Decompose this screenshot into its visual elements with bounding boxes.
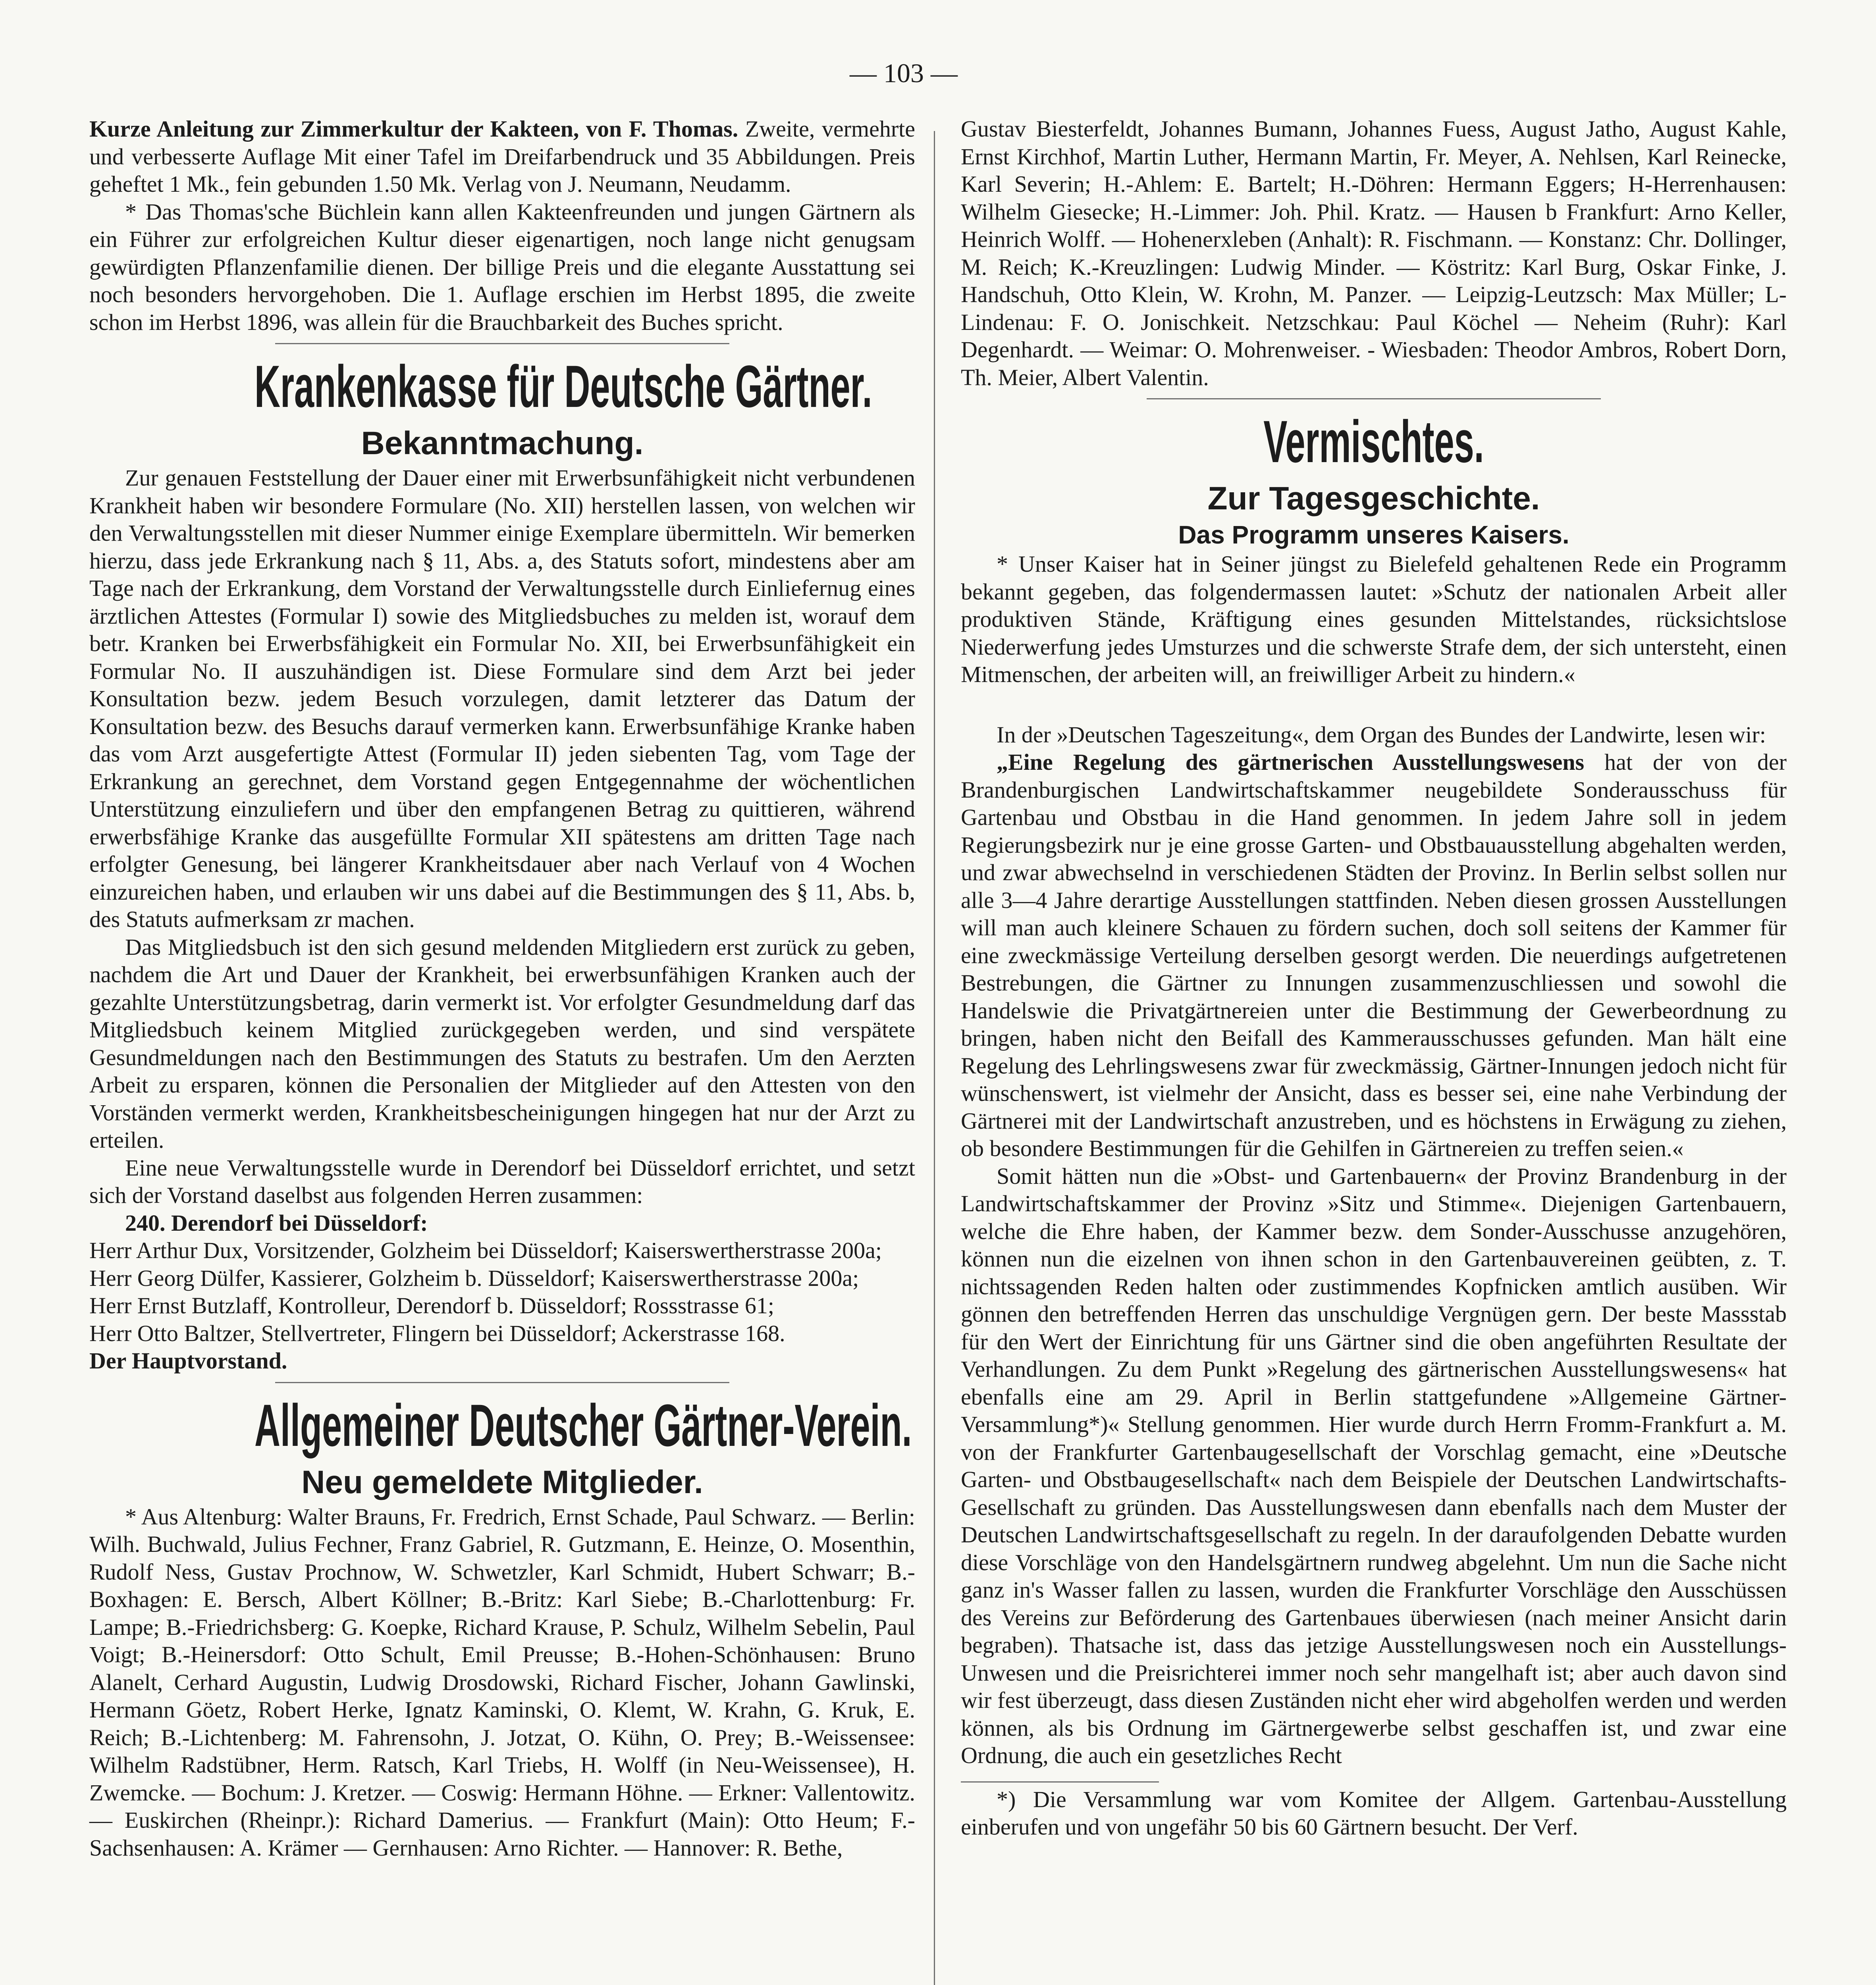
spacer (961, 688, 1787, 721)
krankenkasse-paragraph-2: Das Mitgliedsbuch ist den sich gesund meldenden Mitgliedern erst zurück zu geben, nachdem die Art und Dauer der Krankheit, bei erwerbsunfähigen Kranken auch der gezahlte Unterstützungsbetrag, darin vermerkt ist. Vor erfolgter Gesundmeldung darf das Mitgliedsbuch keinem Mitglied zurückgegeben werden, und sind verspätete Gesundmeldungen nach den Bestimmungen des Statuts zu bestrafen. Um den Aerzten Arbeit zu ersparen, können die Personalien der Mitglieder auf den Attesten von den Vorständen vermerkt werden, Krankheitsbescheinigungen hingegen hat nur der Arzt zu erteilen. (89, 934, 915, 1153)
book-info: Zweite, vermehrte und verbesserte Auflage Mit einer Tafel im Dreifarbendruck und 35 Abbildungen. Preis geheftet 1 Mk., fein gebunden 1.50 Mk. Verlag von J. Neumann, Neudamm. (89, 116, 915, 197)
quote-paragraph (961, 748, 1787, 1162)
right-column (961, 115, 1787, 1841)
vermischtes-heading: Vermischtes. (1263, 408, 1484, 475)
commentary-paragraph: Somit hätten nun die »Obst- und Gartenbauern« der Provinz Brandenburg in der Landwirtschaftskammer der Provinz »Sitz und Stimme«. Diejenigen Gartenbauern, welche die Ehre haben, der Kammer bezw. dem Sonder-Ausschusse anzugehören, können nun die eizelnen von ihnen schon in den Gartenbauvereinen geübten, z. T. nichtssagenden Reden halten oder zustimmendes Kopfnicken amtlich ausüben. Wir gönnen den betreffenden Herren das unschuldige Vergnügen gern. Der beste Massstab für den Wert der Einrichtung für uns Gärtner sind die oben angeführten Resultate der Verhandlungen. Zu dem Punkt »Regelung des gärtnerischen Ausstellungswesens« hat ebenfalls eine am 29. April in Berlin stattgefundene »Allgemeine Gärtner-Versammlung*)« Stellung genommen. Hier wurde durch Herrn Fromm-Frankfurt a. M. von der Frankfurter Gartenbaugesellschaft der Vorschlag gemacht, eine »Deutsche Garten- und Obstbaugesellschaft« nach dem Beispiele der Deutschen Landwirtschafts-Gesellschaft zu gründen. Das Ausstellungswesen dann ebenfalls nach dem Muster der Deutschen Landwirtschaftsgesellschaft zu regeln. In der daraufolgenden Debatte wurden diese Vorschläge von den Handelsgärtnern rundweg abgelehnt. Um nun die Sache nicht ganz in's Wasser fallen zu lassen, wurden die Frankfurter Vorschläge den Ausschüssen des Vereins zur Beförderung des Gartenbaues überwiesen (nach meiner Ansicht darin begraben). Thatsache ist, dass das jetzige Ausstellungswesen noch ein Ausstellungs-Unwesen und die Preisrichterei immer noch sehr mangelhaft ist; aber auch davon sind wir fest überzeugt, dass diesen Zuständen nicht eher wird abgeholfen werden und werden können, als bis Ordnung im Gärtnergewerbe selbst geschaffen ist, und zwar eine Ordnung, die auch ein gesetzliches Recht (961, 1163, 1787, 1768)
quote-body: hat der von der Brandenburgischen Landwirtschaftskammer neugebildete Sonderausschuss für Gartenbau und Obstbau in die Hand genommen. In jedem Jahre soll in jedem Regierungsbezirk nur je eine grosse Garten- und Obstbauausstellung abgehalten werden, und zwar abwechselnd in verschiedenen Städten der Provinz. In Berlin selbst sollen nur alle 3—4 Jahre derartige Ausstellungen stattfinden. Neben diesen grossen Ausstellungen will man auch kleinere Schauen zu fördern suchen, doch soll seitens der Kammer für eine zweckmässige Verteilung derselben gesorgt werden. Die neuerdings aufgetretenen Bestrebungen, die Gärtner zu Innungen zusammenzuschliessen und sowohl die Handelswie die Privatgärtnereien unter die Bestimmung der Gewerbeordnung zu bringen, haben nicht den Beifall des Kammerausschusses gefunden. Man hält eine Regelung des Lehrlingswesens zwar für zweckmässig, Gärtner-Innungen jedoch nicht für wünschenswert, ist vielmehr der Ansicht, dass es besser sei, eine nahe Verbindung der Gärtnerei mit der Landwirtschaft anzustreben, und es höchstens in Erwägung zu ziehen, ob besondere Bestimmungen für die Gehilfen in Gärtnereien zu treffen seien.« (961, 749, 1787, 1161)
verein-subheading: Neu gemeldete Mitglieder. (301, 1464, 703, 1500)
krankenkasse-paragraph-1: Zur genauen Feststellung der Dauer einer mit Erwerbsunfähigkeit nicht verbundenen Krankheit haben wir besondere Formulare (No. XII) herstellen lassen, von welchen wir den Verwaltungsstellen mit dieser Nummer einige Exemplare übermitteln. Wir bemerken hierzu, dass jede Erkrankung nach § 11, Abs. a, des Statuts sofort, mindestens aber am Tage nach der Erkrankung, dem Vorstand der Verwaltungsstelle durch Einliefernug eines ärztlichen Attestes (Formular I) sowie des Mitgliedsbuches zu melden ist, worauf dem betr. Kranken bei Erwerbsfähigkeit ein Formular No. XII, bei Erwerbsunfähigkeit ein Formular No. II auszuhändigen ist. Diese Formulare sind dem Arzt bei jeder Konsultation bezw. jedem Besuch vorzulegen, damit letzterer das Datum der Konsultation bezw. des Besuchs darauf vermerken kann. Erwerbsunfähige Kranke haben das vom Arzt ausgefertigte Attest (Formular II) jeden siebenten Tag, vom Tage der Erkrankung an gerechnet, dem Vorstand gegen Entgegennahme der wöchentlichen Unterstützung einzuliefern und über den empfangenen Betrag zu quittieren, während erwerbsfähige Kranke das ausgefüllte Formular XII spätestens am dritten Tage nach erfolgter Genesung, bei längerer Krankheitsdauer aber nach Verlauf von 4 Wochen einzureichen haben, und erlauben wir uns dabei auf die Bestimmungen des § 11, Abs. b, des Statuts aufmerksam zr machen. (89, 465, 915, 932)
section-rule (275, 343, 729, 344)
kaiser-program-heading: Das Programm unseres Kaisers. (1178, 520, 1569, 549)
verein-heading: Allgemeiner Deutscher Gärtner-Verein. (255, 1391, 912, 1459)
left-column (89, 115, 915, 1862)
tageszeitung-intro: In der »Deutschen Tageszeitung«, dem Organ des Bundes der Landwirte, lesen wir: (997, 721, 1766, 748)
book-notice (89, 115, 915, 198)
section-rule (1147, 398, 1601, 399)
krankenkasse-signature: Der Hauptvorstand. (89, 1348, 287, 1374)
footnote: *) Die Versammlung war vom Komitee der Allgem. Gartenbau-Ausstellung einberufen und von ungefähr 50 bis 60 Gärtnern besucht. Der Verf. (961, 1786, 1787, 1840)
vermischtes-subheading: Zur Tagesgeschichte. (1207, 480, 1540, 516)
book-title: Kurze Anleitung zur Zimmerkultur der Kakteen, von F. Thomas. (89, 116, 738, 142)
members-continued: Gustav Biesterfeldt, Johannes Bumann, Johannes Fuess, August Jatho, August Kahle, Ernst Kirchhof, Martin Luther, Hermann Martin, Fr. Meyer, A. Nehlsen, Karl Reinecke, Karl Severin; H.-Ahlem: E. Bartelt; H.-Döhren: Hermann Eggers; H-Herrenhausen: Wilhelm Giesecke; H.-Limmer: Joh. Phil. Kratz. — Hausen b Frankfurt: Arno Keller, Heinrich Wolff. — Hohenerxleben (Anhalt): R. Fischmann. — Konstanz: Chr. Dollinger, M. Reich; K.-Kreuzlingen: Ludwig Minder. — Köstritz: Karl Burg, Oskar Finke, J. Handschuh, Otto Klein, W. Krohn, M. Panzer. — Leipzig-Leutzsch: Max Müller; L-Lindenau: F. O. Jonischkeit. Netzschkau: Paul Köchel — Neheim (Ruhr): Karl Degenhardt. — Weimar: O. Mohrenweiser. - Wiesbaden: Theodor Ambros, Robert Dorn, Th. Meier, Albert Valentin. (961, 116, 1787, 390)
verein-members-list: * Aus Altenburg: Walter Brauns, Fr. Fredrich, Ernst Schade, Paul Schwarz. — Berlin: Wilh. Buchwald, Julius Fechner, Franz Gabriel, R. Gutzmann, E. Heinze, O. Mosenthin, Rudolf Ness, Gustav Prochnow, W. Schwetzler, Karl Schmidt, Hubert Schwarr; B.-Boxhagen: E. Bersch, Albert Köllner; B.-Britz: Karl Siebe; B.-Charlottenburg: Fr. Lampe; B.-Friedrichsberg: G. Koepke, Richard Krause, P. Schulz, Wilhelm Sebelin, Paul Voigt; B.-Heinersdorf: Otto Schult, Emil Preusse; B.-Hohen-Schönhausen: Bruno Alanelt, Cerhard Augustin, Ludwig Drosdowski, Richard Fischer, Johann Gawlinski, Hermann Göetz, Robert Herke, Ignatz Kaminski, O. Klemt, W. Krahn, G. Kruk, E. Reich; B.-Lichtenberg: M. Fahrensohn, J. Jotzat, O. Kühn, O. Prey; B.-Weissensee: Wilhelm Radstübner, Herm. Ratsch, Karl Triebs, H. Wolff (in Neu-Weissensee), H. Zwemcke. — Bochum: J. Kretzer. — Coswig: Hermann Höhne. — Erkner: Vallentowitz. — Euskirchen (Rheinpr.): Richard Damerius. — Frankfurt (Main): Otto Heum; F.-Sachsenhausen: A. Krämer — Gernhausen: Arno Richter. — Hannover: R. Bethe, (89, 1503, 915, 1861)
branch-member: Herr Arthur Dux, Vorsitzender, Golzheim bei Düsseldorf; Kaiserswertherstrasse 200a; (89, 1237, 882, 1263)
krankenkasse-heading: Krankenkasse für Deutsche Gärtner. (255, 353, 872, 420)
footnote-rule (961, 1781, 1159, 1783)
quote-title: „Eine Regelung des gärtnerischen Ausstellungswesens (997, 749, 1585, 775)
page-number: — 103 — (850, 58, 958, 88)
section-rule (275, 1382, 729, 1383)
book-review: * Das Thomas'sche Büchlein kann allen Kakteenfreunden und jungen Gärtnern als ein Führer zur erfolgreichen Kultur dieser eigenartigen, noch lange nicht genugsam gewürdigten Pflanzenfamilie dienen. Der billige Preis und die elegante Ausstattung sei noch besonders hervorgehoben. Die 1. Auflage erschien im Herbst 1895, die zweite schon im Herbst 1896, was allein für die Brauchbarkeit des Buches spricht. (89, 198, 915, 335)
branch-member: Herr Georg Dülfer, Kassierer, Golzheim b. Düsseldorf; Kaiserswertherstrasse 200a; (89, 1265, 859, 1291)
branch-member: Herr Ernst Butzlaff, Kontrolleur, Derendorf b. Düsseldorf; Rossstrasse 61; (89, 1293, 774, 1318)
krankenkasse-paragraph-3: Eine neue Verwaltungsstelle wurde in Derendorf bei Düsseldorf errichtet, und setzt sich der Vorstand daselbst aus folgenden Herren zusammen: (89, 1154, 915, 1208)
krankenkasse-subheading: Bekanntmachung. (361, 425, 644, 461)
kaiser-program-text: * Unser Kaiser hat in Seiner jüngst zu Bielefeld gehaltenen Rede ein Programm bekannt gegeben, das folgendermassen lautet: »Schutz der nationalen Arbeit aller produktiven Stände, Kräftigung eines gesunden Mittelstandes, rücksichtslose Niederwerfung jedes Umsturzes und die schwerste Strafe dem, der sich untersteht, einen Mitmenschen, der arbeiten will, an freiwilliger Arbeit zu hindern.« (961, 551, 1787, 687)
branch-title: 240. Derendorf bei Düsseldorf: (125, 1210, 428, 1236)
column-divider (934, 131, 935, 1985)
branch-member: Herr Otto Baltzer, Stellvertreter, Flingern bei Düsseldorf; Ackerstrasse 168. (89, 1320, 785, 1346)
